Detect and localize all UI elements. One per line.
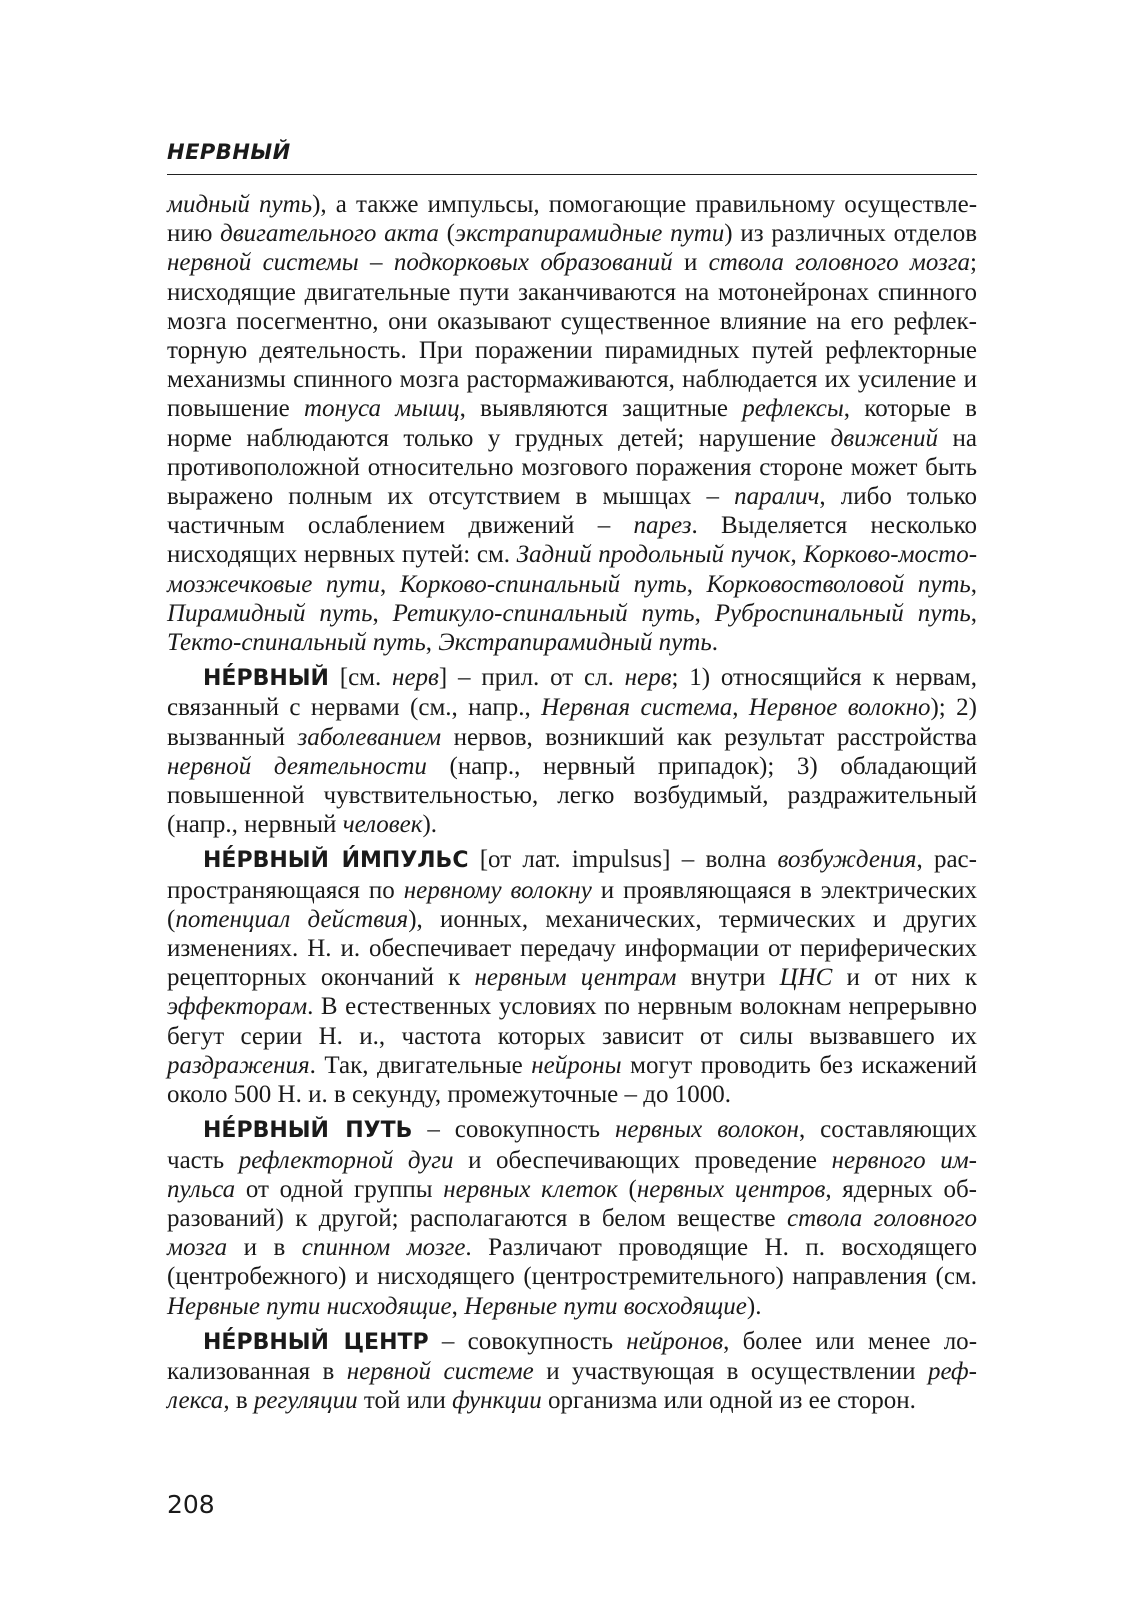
text-run: той или bbox=[357, 1387, 453, 1415]
text-run: и участвующая в осуществлении bbox=[533, 1357, 928, 1385]
text-run: ). bbox=[746, 1292, 762, 1320]
text-run: . bbox=[711, 629, 718, 657]
italic-term: экстрапирамидные пути bbox=[454, 220, 725, 248]
text-run: , bbox=[451, 1292, 465, 1320]
italic-term: нервной системе bbox=[346, 1357, 534, 1385]
text-run: . Так, двигательные bbox=[309, 1051, 532, 1079]
text-run: , либо только частичным ослаблением движений – bbox=[167, 483, 978, 540]
text-run: ( bbox=[438, 220, 455, 248]
italic-term: ствола головного мозга bbox=[708, 249, 971, 277]
text-run: ), а также импульсы, помогающие правильному осуществлению bbox=[167, 191, 978, 248]
italic-term: рефлексы bbox=[742, 395, 844, 423]
italic-term: эффекторам bbox=[167, 993, 308, 1021]
italic-term: рефлекса bbox=[167, 1357, 977, 1415]
text-run: , более или менее локализованная в bbox=[167, 1327, 978, 1385]
italic-term: мидный путь bbox=[167, 191, 313, 218]
italic-term: ЦНС bbox=[779, 964, 833, 992]
text-run: от одной группы bbox=[235, 1175, 444, 1203]
italic-term: нервным центрам bbox=[474, 964, 677, 992]
italic-term: нервному волокну bbox=[403, 876, 592, 904]
text-run: ); 2) вызванный bbox=[167, 694, 977, 751]
italic-term: Экстрапирамидный путь bbox=[438, 629, 712, 657]
text-run: , выявляются защитные bbox=[459, 395, 743, 423]
text-run: , bbox=[790, 541, 804, 569]
text-run: могут проводить без искажений около 500 Н. и. в секунду, промежуточные – до 1000. bbox=[167, 1051, 977, 1109]
italic-term: Корково-спинальный путь bbox=[399, 570, 687, 598]
text-run: нервов, возникший как результат расстройства bbox=[441, 723, 977, 751]
italic-term: Руброспинальный путь bbox=[714, 599, 971, 627]
text-run: и в bbox=[227, 1234, 302, 1262]
text-run: , составляющих часть bbox=[167, 1116, 978, 1174]
text-run: и bbox=[672, 249, 709, 277]
italic-term: Нервные пути нисходящие bbox=[167, 1292, 452, 1320]
italic-term: нейронов bbox=[626, 1327, 724, 1355]
text-run: , распространяющаяся по bbox=[167, 846, 977, 904]
text-run: , bbox=[970, 599, 978, 627]
text-run: ( bbox=[617, 1175, 637, 1203]
italic-term: нервной деятельности bbox=[167, 752, 427, 780]
italic-term: нервных центров bbox=[636, 1175, 826, 1203]
text-run: , bbox=[686, 570, 707, 598]
entry-nervny-put bbox=[167, 1115, 977, 1320]
italic-term: Ретикуло-спинальный путь bbox=[392, 599, 695, 627]
italic-term: нервного импульса bbox=[167, 1146, 977, 1203]
dictionary-text bbox=[167, 190, 977, 1415]
italic-term: нейроны bbox=[531, 1051, 622, 1079]
text-run: . Выделяется несколько нисходящих нервных путей: см. bbox=[167, 512, 977, 569]
headword: НЕ́РВНЫЙ ЦЕНТР bbox=[203, 1329, 429, 1355]
italic-term: заболеванием bbox=[297, 723, 442, 751]
text-run: ] – прил. от сл. bbox=[438, 664, 625, 692]
italic-term: возбуждения bbox=[777, 846, 917, 874]
text-run: ; 1) относящийся к нервам, связанный с нервами (см., напр., bbox=[167, 664, 977, 722]
italic-term: человек bbox=[342, 811, 423, 839]
italic-term: нерв bbox=[392, 664, 439, 692]
italic-term: движений bbox=[830, 424, 939, 452]
italic-term: паралич bbox=[734, 483, 820, 511]
italic-term: Пирамидный путь bbox=[167, 599, 373, 627]
running-head: НЕРВНЫЙ bbox=[167, 140, 291, 164]
italic-term: Текто-спинальный путь bbox=[167, 629, 426, 657]
headword: НЕ́РВНЫЙ bbox=[203, 666, 329, 692]
text-run: и от них к bbox=[832, 964, 977, 992]
text-run: [см. bbox=[328, 664, 393, 692]
text-run: , в bbox=[223, 1387, 254, 1415]
text-run: ; нисходящие двигательные пути заканчиваются на мотонейронах спинного мозга посегментно, они оказывают существенное влияние на его рефлекторную деятельность. При поражении пирамидных путей рефлекторные механизмы спинного мозга растормаживаются, наблюдается их усиление и повышение bbox=[167, 249, 977, 423]
italic-term: нервной системы – подкорковых образований bbox=[167, 249, 673, 277]
italic-term: парез bbox=[633, 512, 692, 540]
italic-term: функции bbox=[452, 1387, 542, 1415]
italic-term: Корково-мосто-мозжечковые пути bbox=[167, 541, 978, 598]
italic-term: регуляции bbox=[253, 1387, 358, 1415]
italic-term: ствола головного мозга bbox=[167, 1204, 978, 1262]
headword: НЕ́РВНЫЙ И́МПУЛЬС bbox=[203, 848, 469, 874]
text-run: , bbox=[970, 570, 978, 598]
italic-term: нерв bbox=[624, 664, 672, 692]
text-run: – совокупность bbox=[412, 1116, 615, 1144]
paragraph-continuation bbox=[167, 190, 977, 657]
text-run: . Различают проводящие Н. п. восходящего (центробежного) и нисходящего (центростремительного) направления (см. bbox=[167, 1234, 977, 1291]
text-run: , bbox=[694, 599, 715, 627]
text-run: [от лат. impulsus] – волна bbox=[468, 846, 778, 874]
text-run: внутри bbox=[676, 964, 780, 992]
italic-term: рефлекторной дуги bbox=[238, 1146, 454, 1174]
text-run: – совокупность bbox=[428, 1327, 627, 1355]
text-run: ), ионных, механических, термических и других изменениях. Н. и. обеспечивает передачу информации от периферических рецепторных окончаний к bbox=[167, 905, 977, 992]
italic-term: нервных клеток bbox=[443, 1175, 618, 1203]
text-run: , bbox=[425, 629, 439, 657]
italic-term: тонуса мышц bbox=[304, 395, 460, 423]
italic-term: потенциал действия bbox=[175, 905, 409, 933]
italic-term: Нервные пути восходящие bbox=[464, 1292, 747, 1320]
italic-term: Нервная система bbox=[541, 694, 733, 722]
italic-term: нервных волокон bbox=[615, 1116, 799, 1144]
text-run: организма или одной из ее сторон. bbox=[541, 1387, 916, 1415]
entry-nervny bbox=[167, 663, 977, 839]
italic-term: Задний продольный пучок bbox=[516, 541, 791, 569]
entry-nervny-centr bbox=[167, 1327, 977, 1416]
italic-term: Корковостволовой путь bbox=[706, 570, 971, 598]
text-run: , bbox=[372, 599, 393, 627]
entry-nervny-impuls bbox=[167, 845, 977, 1109]
text-run: (напр., нервный припадок); 3) обладающий повышенной чувствительностью, легко возбудимый, раздражительный (напр., нервный bbox=[167, 752, 977, 839]
text-run: на противоположной относительно мозгового поражения стороне может быть выражено полным их отсутствием в мышцах – bbox=[167, 424, 977, 511]
text-run: ) из различных отделов bbox=[724, 220, 977, 248]
italic-term: Нервное волокно bbox=[748, 694, 931, 722]
text-run: ). bbox=[422, 811, 438, 839]
italic-term: спинном мозге bbox=[301, 1234, 466, 1262]
italic-term: двигательного акта bbox=[220, 220, 439, 248]
page-number: 208 bbox=[167, 1490, 215, 1519]
header-rule bbox=[167, 174, 977, 175]
headword: НЕ́РВНЫЙ ПУТЬ bbox=[203, 1118, 413, 1144]
text-run: , bbox=[732, 694, 749, 722]
text-run: , которые в норме наблюдаются только у грудных детей; нарушение bbox=[167, 395, 977, 452]
text-run: , bbox=[379, 570, 400, 598]
text-run: . В естественных условиях по нервным волокнам непрерывно бегут серии Н. и., частота которых зависит от силы вызвавшего их bbox=[167, 993, 977, 1050]
text-run: и проявляющаяся в электрических ( bbox=[167, 876, 977, 933]
text-run: , ядерных образований) к другой; располагаются в белом веществе bbox=[167, 1175, 977, 1232]
italic-term: раздражения bbox=[167, 1051, 310, 1079]
text-run: и обеспечивающих проведение bbox=[453, 1146, 832, 1174]
